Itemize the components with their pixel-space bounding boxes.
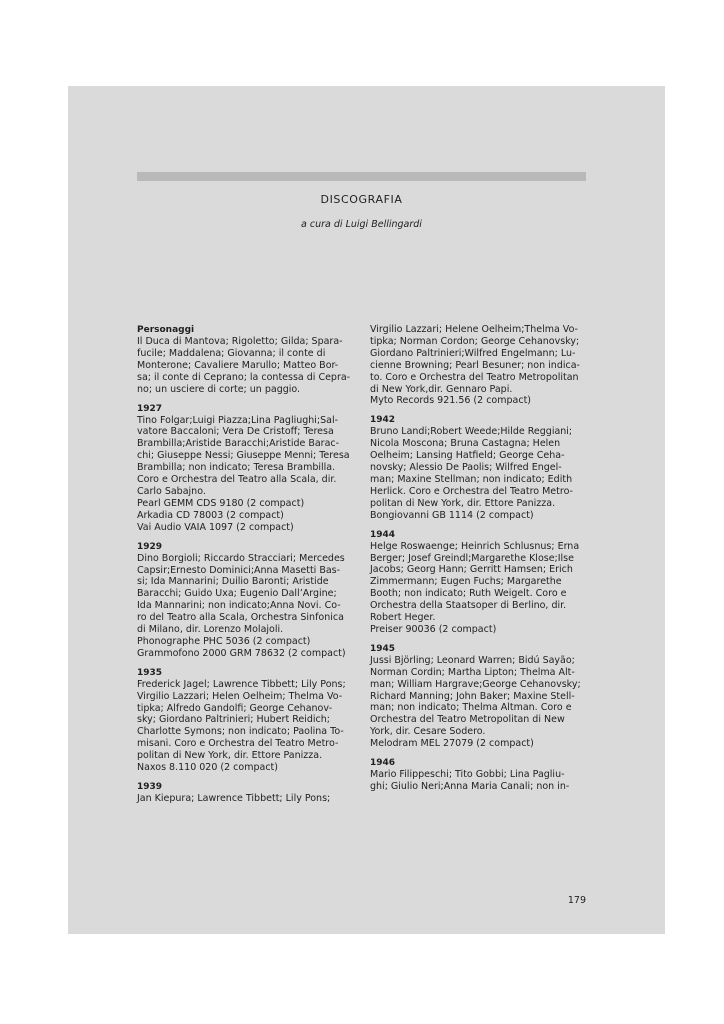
entry-text-line: sa; il conte di Ceprano; la contessa di Cepra- [137,371,351,383]
entry-heading: 1939 [137,782,163,792]
entry-text-line: Zimmermann; Eugen Fuchs; Margarethe [370,576,562,588]
entry-text-line: Pearl GEMM CDS 9180 (2 compact) [137,497,305,509]
entry-text-line: Jan Kiepura; Lawrence Tibbett; Lily Pons; [137,793,331,804]
entry-text-line: di New York,dir. Gennaro Papi. [370,383,513,395]
entry-text-line: Brambilla;Aristide Baracchi;Aristide Barac- [137,438,340,450]
entry-text-line: Grammofono 2000 GRM 78632 (2 compact) [137,647,346,659]
entry-text-line: Mario Filippeschi; Tito Gobbi; Lina Pagliu- [370,769,565,781]
entry-text-line: Oelheim; Lansing Hatfield; George Ceha- [370,450,565,462]
entry-text-line: di Milano, dir. Lorenzo Molajoli. [137,624,284,636]
entry-text-line: to. Coro e Orchestra del Teatro Metropolitan [370,371,579,383]
header-rule [137,172,586,181]
entry-text-line: politan di New York, dir. Ettore Panizza. [137,750,323,762]
entry-text-line: tipka; Alfredo Gandolfi; George Cehanov- [137,702,333,714]
entry-text-line: Brambilla; non indicato; Teresa Brambilla. [137,462,336,474]
entry-heading: 1945 [370,643,396,654]
entry-text-line: man; William Hargrave;George Cehanovsky; [370,678,581,690]
entry-text-line: Berger; Josef Greindl;Margarethe Klose;Ilse [370,552,574,564]
entry-text-line: no; un usciere di corte; un paggio. [137,383,301,395]
entry-text-line: Myto Records 921.56 (2 compact) [370,395,531,407]
right-column [370,324,586,800]
entry-text-line: Herlick. Coro e Orchestra del Teatro Metro- [370,485,573,497]
entry-text-line: fucile; Maddalena; Giovanna; il conte di [137,347,326,359]
entry-text-line: man; non indicato; Thelma Altman. Coro e [370,702,572,714]
entry-text-line: ro del Teatro alla Scala, Orchestra Sinfonica [137,612,344,624]
entry-text-line: Orchestra della Staatsoper di Berlino, dir. [370,600,567,612]
entry-text-line: Virgilio Lazzari; Helen Oelheim; Thelma Vo- [137,690,343,702]
entry-text-line: sky; Giordano Paltrinieri; Hubert Reidich; [137,714,330,726]
discography-entry [370,414,586,521]
entry-text-line: Norman Cordin; Martha Lipton; Thelma Alt- [370,666,575,678]
discography-entry [137,403,353,534]
entry-text-line: si; Ida Mannarini; Duilio Baronti; Aristide [137,576,329,588]
entry-heading: 1942 [370,415,396,426]
discography-entry [370,757,586,793]
entry-text-line: Baracchi; Guido Uxa; Eugenio Dall’Argine; [137,588,337,600]
entry-text-line: Ida Mannarini; non indicato;Anna Novi. Co- [137,600,341,612]
entry-text-line: Melodram MEL 27079 (2 compact) [370,738,534,750]
entry-text-line: Tino Folgar;Luigi Piazza;Lina Pagliughi;Sal- [137,414,339,426]
entry-heading: 1946 [370,758,396,769]
entry-heading: 1927 [137,403,163,414]
entry-text-line: Arkadia CD 78003 (2 compact) [137,509,284,521]
entry-text-line: Phonographe PHC 5036 (2 compact) [137,635,311,647]
entry-text-line: Dino Borgioli; Riccardo Stracciari; Mercedes [137,552,345,564]
entry-text-line: Naxos 8.110 020 (2 compact) [137,762,278,774]
entry-text-line: Bruno Landi;Robert Weede;Hilde Reggiani; [370,426,573,438]
entry-text-line: Jussi Björling; Leonard Warren; Bidú Sayão; [370,654,575,666]
entry-heading: Personaggi [137,325,195,335]
entry-text-line: misani. Coro e Orchestra del Teatro Metro- [137,738,339,750]
entry-text-line: Capsir;Ernesto Dominici;Anna Masetti Bas- [137,564,341,576]
discography-entry [137,667,353,774]
entry-text-line: Richard Manning; John Baker; Maxine Stell- [370,690,575,702]
entry-text-line: vatore Baccaloni; Vera De Cristoff; Teresa [137,426,334,438]
entry-text-line: Bongiovanni GB 1114 (2 compact) [370,509,534,521]
entry-text-line: Frederick Jagel; Lawrence Tibbett; Lily Pons; [137,678,346,690]
entry-text-line: Carlo Sabajno. [137,485,206,497]
left-column [137,324,353,812]
entry-heading: 1929 [137,541,163,552]
discography-entry [137,324,353,396]
entry-text-line: Giordano Paltrinieri;Wilfred Engelmann; Lu- [370,347,576,359]
entry-heading: 1944 [370,529,396,540]
discography-entry [370,324,586,407]
entry-text-line: cienne Browning; Pearl Besuner; non indica- [370,359,580,371]
entry-text-line: Il Duca di Mantova; Rigoletto; Gilda; Spara- [137,336,343,347]
entry-text-line: novsky; Alessio De Paolis; Wilfred Engel- [370,462,562,474]
entry-text-line: York, dir. Cesare Sodero. [370,726,486,738]
entry-text-line: Orchestra del Teatro Metropolitan di New [370,714,565,726]
entry-text-line: man; Maxine Stellman; non indicato; Edith [370,473,573,485]
section-title: DISCOGRAFIA [320,193,403,206]
entry-text-line: tipka; Norman Cordon; George Cehanovsky; [370,335,580,347]
entry-text-line: Charlotte Symons; non indicato; Paolina To- [137,726,344,738]
entry-text-line: politan di New York, dir. Ettore Panizza. [370,497,556,509]
entry-text-line: Coro e Orchestra del Teatro alla Scala, dir. [137,474,337,486]
page-number: 179 [567,895,586,906]
discography-entry [370,643,586,750]
entry-text-line: chi; Giuseppe Nessi; Giuseppe Menni; Teresa [137,450,350,462]
entry-text-line: Robert Heger. [370,612,436,624]
entry-text-line: Virgilio Lazzari; Helene Oelheim;Thelma Vo- [370,324,578,335]
entry-text-line: Nicola Moscona; Bruna Castagna; Helen [370,438,561,450]
entry-text-line: Monterone; Cavaliere Marullo; Matteo Bor- [137,359,339,371]
entry-text-line: Vai Audio VAIA 1097 (2 compact) [137,521,294,533]
entry-text-line: ghi; Giulio Neri;Anna Maria Canali; non in- [370,781,570,792]
section-subtitle: a cura di Luigi Bellingardi [301,219,422,230]
discography-entry [137,541,353,660]
entry-text-line: Helge Roswaenge; Heinrich Schlusnus; Erna [370,540,580,552]
discography-entry [137,781,353,805]
entry-text-line: Jacobs; Georg Hann; Gerritt Hamsen; Erich [370,564,573,576]
entry-text-line: Preiser 90036 (2 compact) [370,623,497,635]
entry-text-line: Booth; non indicato; Ruth Weigelt. Coro e [370,588,567,600]
discography-entry [370,529,586,636]
entry-heading: 1935 [137,667,163,678]
